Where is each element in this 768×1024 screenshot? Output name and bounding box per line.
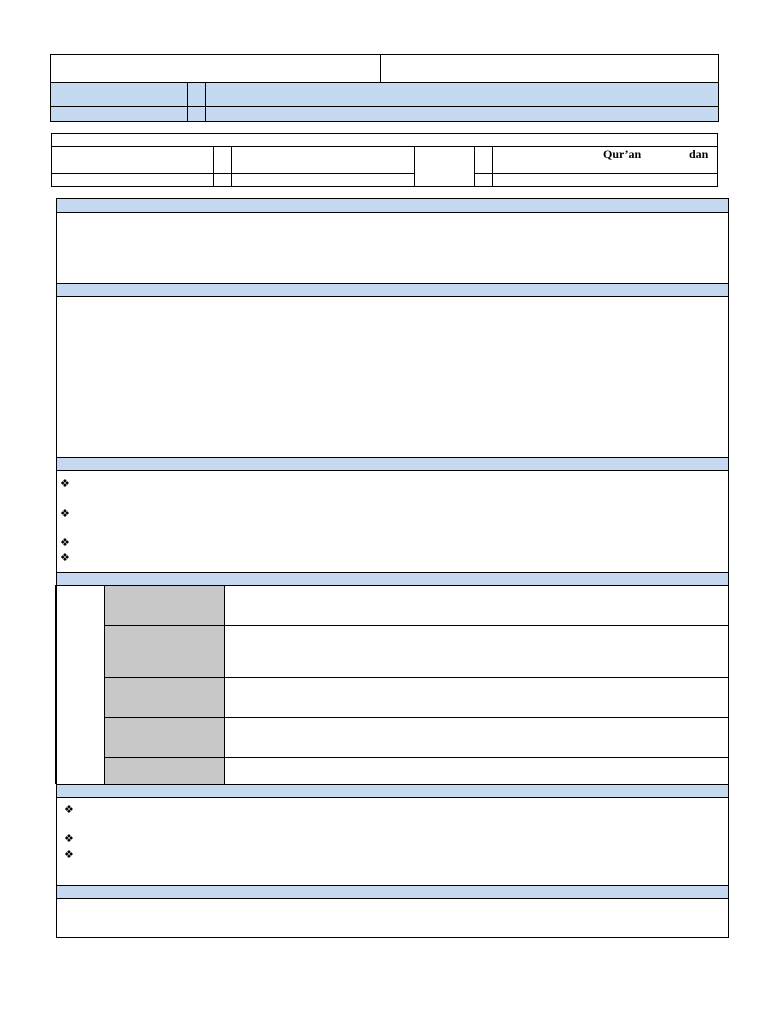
- section-3-header: [57, 458, 728, 470]
- title-table-blue-band: [51, 82, 718, 121]
- diamond-bullet-icon: ❖: [60, 477, 70, 490]
- subject-text-quran: Qur’an: [603, 147, 642, 161]
- activity-label-cell-5: [105, 758, 224, 784]
- diamond-bullet-icon: ❖: [64, 803, 74, 816]
- subject-text-dan: dan: [689, 147, 709, 161]
- info-table: [51, 133, 718, 187]
- activity-label-cell-4: [105, 718, 224, 757]
- diamond-bullet-icon: ❖: [60, 551, 70, 564]
- section-1-header: [57, 199, 728, 212]
- title-table: [50, 54, 719, 122]
- section-4-header: [57, 573, 728, 585]
- lesson-form: [56, 198, 729, 938]
- diamond-bullet-icon: ❖: [64, 832, 74, 845]
- section-5-header: [57, 785, 728, 797]
- activity-label-cell-2: [105, 626, 224, 677]
- section-6-header: [57, 886, 728, 898]
- diamond-bullet-icon: ❖: [64, 848, 74, 861]
- activity-label-cell-1: [105, 586, 224, 625]
- section-2-header: [57, 284, 728, 296]
- diamond-bullet-icon: ❖: [60, 536, 70, 549]
- diamond-bullet-icon: ❖: [60, 507, 70, 520]
- activity-label-cell-3: [105, 678, 224, 717]
